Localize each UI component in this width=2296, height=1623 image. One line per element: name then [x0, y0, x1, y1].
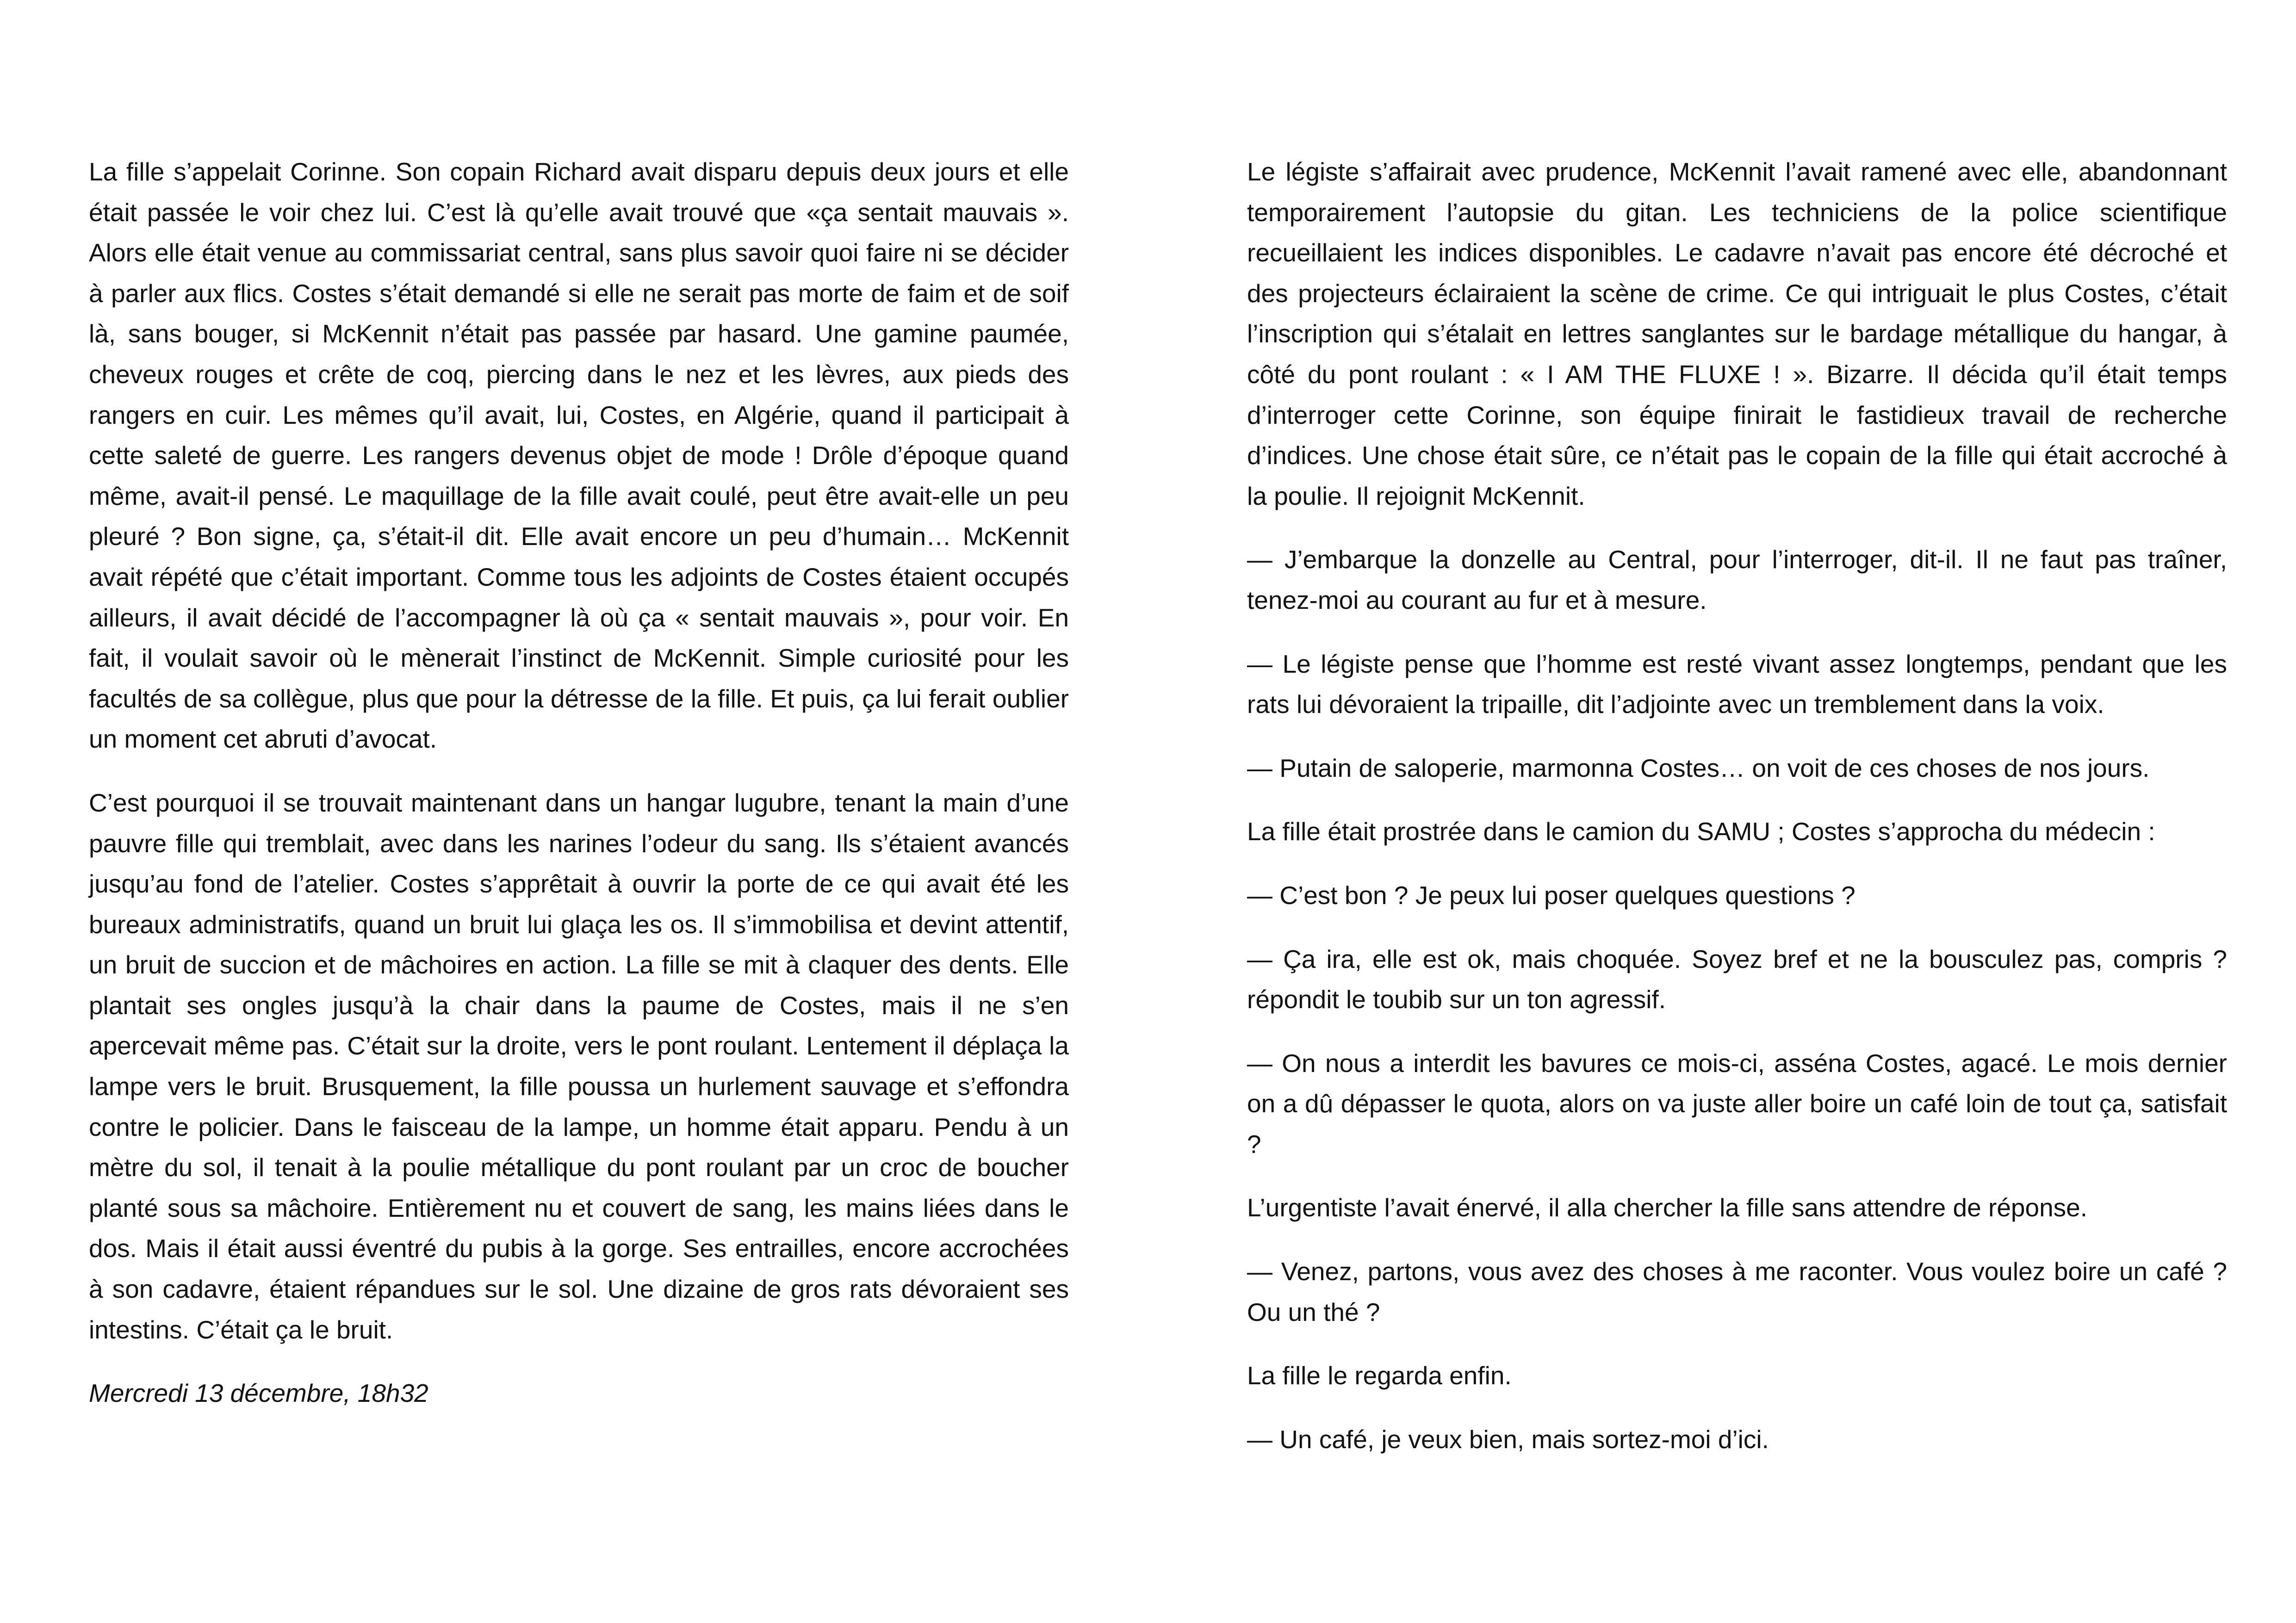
dialogue-line: — Putain de saloperie, marmonna Costes… on voit de ces choses de nos jours.: [1247, 753, 2150, 782]
paragraph: La fille était prostrée dans le camion du SAMU ; Costes s’approcha du médecin :: [1247, 817, 2155, 846]
dialogue-line: — J’embarque la donzelle au Central, pour l’interroger, dit-il. Il ne faut pas traîner, tenez-moi au courant au fur et à mesure.: [1247, 545, 2227, 614]
dialogue-line: — Venez, partons, vous avez des choses à me raconter. Vous voulez boire un café ? Ou un thé ?: [1247, 1257, 2227, 1326]
dialogue-line: — C’est bon ? Je peux lui poser quelques questions ?: [1247, 880, 1855, 910]
paragraph: La fille s’appelait Corinne. Son copain Richard avait disparu depuis deux jours et elle était passée le voir chez lui. C’est là qu’elle avait trouvé que «ça sentait mauvais ». Alors elle était venue au commissariat central, sans plus savoir quoi faire ni se décider à parler aux flics. Costes s’était demandé si elle ne serait pas morte de faim et de soif là, sans bouger, si McKennit n’était pas passée par hasard. Une gamine paumée, cheveux rouges et crête de coq, piercing dans le nez et les lèvres, aux pieds des rangers en cuir. Les mêmes qu’il avait, lui, Costes, en Algérie, quand il participait à cette saleté de guerre. Les rangers devenus objet de mode ! Drôle d’époque quand même, avait-il pensé. Le maquillage de la fille avait coulé, peut être avait-elle un peu pleuré ? Bon signe, ça, s’était-il dit. Elle avait encore un peu d’humain… McKennit avait répété que c’était important. Comme tous les adjoints de Costes étaient occupés ailleurs, il avait décidé de l’accompagner là où ça « sentait mauvais », pour voir. En fait, il voulait savoir où le mènerait l’instinct de McKennit. Simple curiosité pour les facultés de sa collègue, plus que pour la détresse de la fille. Et puis, ça lui ferait oublier un moment cet abruti d’avocat.: [89, 157, 1069, 754]
paragraph: C’est pourquoi il se trouvait maintenant dans un hangar lugubre, tenant la main d’une pauvre fille qui tremblait, avec dans les narines l’odeur du sang. Ils s’étaient avancés jusqu’au fond de l’atelier. Costes s’apprêtait à ouvrir la porte de ce qui avait été les bureaux administratifs, quand un bruit lui glaça les os. Il s’immobilisa et devint attentif, un bruit de succion et de mâchoires en action. La fille se mit à claquer des dents. Elle plantait ses ongles jusqu’à la chair dans la paume de Costes, mais il ne s’en apercevait même pas. C’était sur la droite, vers le pont roulant. Lentement il déplaça la lampe vers le bruit. Brusquement, la fille poussa un hurlement sauvage et s’effondra contre le policier. Dans le faisceau de la lampe, un homme était apparu. Pendu à un mètre du sol, il tenait à la poulie métallique du pont roulant par un croc de boucher planté sous sa mâchoire. Entièrement nu et couvert de sang, les mains liées dans le dos. Mais il était aussi éventré du pubis à la gorge. Ses entrailles, encore accrochées à son cadavre, étaient répandues sur le sol. Une dizaine de gros rats dévoraient ses intestins. C’était ça le bruit.: [89, 788, 1069, 1344]
paragraph: Le légiste s’affairait avec prudence, McKennit l’avait ramené avec elle, abandonnant temporairement l’autopsie du gitan. Les techniciens de la police scientifique recueillaient les indices disponibles. Le cadavre n’avait pas encore été décroché et des projecteurs éclairaient la scène de crime. Ce qui intriguait le plus Costes, c’était l’inscription qui s’étalait en lettres sanglantes sur le bardage métallique du hangar, à côté du pont roulant : « I AM THE FLUXE ! ». Bizarre. Il décida qu’il était temps d’interroger cette Corinne, son équipe finirait le fastidieux travail de recherche d’indices. Une chose était sûre, ce n’était pas le copain de la fille qui était accroché à la poulie. Il rejoignit McKennit.: [1247, 157, 2227, 510]
right-column: [1247, 152, 2227, 1483]
dialogue-line: — Un café, je veux bien, mais sortez-moi d’ici.: [1247, 1425, 1769, 1454]
dialogue-line: — On nous a interdit les bavures ce mois-ci, asséna Costes, agacé. Le mois dernier on a dû dépasser le quota, alors on va juste aller boire un café loin de tout ça, satisfait ?: [1247, 1048, 2227, 1158]
dialogue-line: — Le légiste pense que l’homme est resté vivant assez longtemps, pendant que les rats lui dévoraient la tripaille, dit l’adjointe avec un tremblement dans la voix.: [1247, 649, 2227, 719]
dialogue-line: — Ça ira, elle est ok, mais choquée. Soyez bref et ne la bousculez pas, compris ? répondit le toubib sur un ton agressif.: [1247, 944, 2227, 1014]
left-column: [89, 152, 1069, 1437]
dateline: Mercredi 13 décembre, 18h32: [89, 1379, 428, 1408]
paragraph: L’urgentiste l’avait énervé, il alla chercher la fille sans attendre de réponse.: [1247, 1193, 2088, 1222]
paragraph: La fille le regarda enfin.: [1247, 1361, 1512, 1390]
